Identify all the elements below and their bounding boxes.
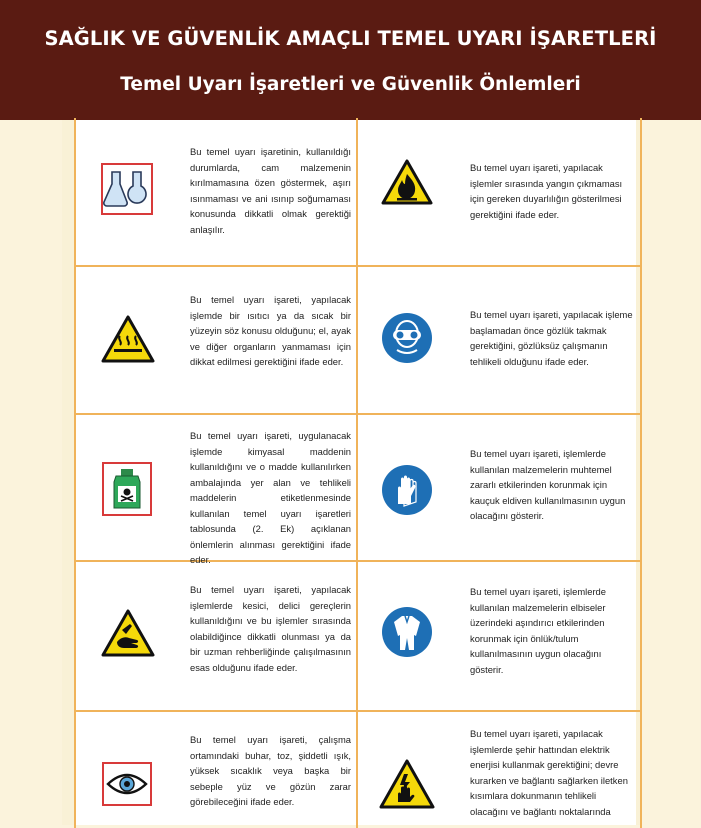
sign-description: Bu temel uyarı işareti, yapılacak işlemlerde şehir hattından elektrik enerjisi kullanmak gerektiğini; devre kurarken ve bağlantı sağlarken iletken kısımlara dokunmanın tehlikeli olacağını ve bağlantı noktalarında <box>470 728 628 817</box>
sign-description: Bu temel uyarı işareti, yapılacak işlemler sırasında yangın çıkmaması için gereken duyarlılığın gösterilmesi gerektiğini ifade eder. <box>470 162 623 220</box>
glassware-icon <box>100 162 154 221</box>
sign-description: Bu temel uyarı işareti, yapılacak işleme başlamadan önce gözlük takmak gerektiğini, gözlüksüz çalışmanın tehlikeli olduğunu ifade eder. <box>470 309 633 367</box>
sign-description: Bu temel uyarı işareti, yapılacak işlemde bir ısıtıcı ya da sıcak bir yüzeyin söz konusu olduğunu; el, ayak ve diğer organların yanmaması için dikkat edilmesi gerektiğini ifade eder. <box>190 294 351 367</box>
page-title: SAĞLIK VE GÜVENLİK AMAÇLI TEMEL UYARI İŞARETLERİ <box>44 27 657 50</box>
electric-hazard-icon <box>378 758 436 815</box>
header-banner <box>0 0 701 120</box>
page-subtitle: Temel Uyarı İşaretleri ve Güvenlik Önlemleri <box>120 74 581 95</box>
goggles-icon <box>381 312 433 369</box>
sign-description: Bu temel uyarı işareti, işlemlerde kullanılan malzemelerin elbiseler üzerindeki aşındırıcı etkilerinden korunmak için önlük/tulum kullanılmasının uygun olacağını gösterir. <box>470 586 606 675</box>
sign-description: Bu temel uyarı işareti, işlemlerde kullanılan malzemelerin muhtemel zararlı etkilerinden korunmak için kauçuk eldiven kullanılmasının uygun olacağını gösterir. <box>470 448 626 521</box>
eye-icon <box>102 762 152 811</box>
sign-description: Bu temel uyarı işaretinin, kullanıldığı durumlarda, cam malzemenin kırılmamasına özen göstermek, aşırı ısınmaması ve ani ısınıp soğumaması konusunda dikkatli olmak gerektiği anlaşılır. <box>190 146 351 235</box>
gloves-icon <box>381 464 433 521</box>
sharp-tool-hazard-icon <box>100 608 156 663</box>
sign-description: Bu temel uyarı işareti, yapılacak işlemlerde kesici, delici gereçlerin kullanıldığını ve bu işlemler sırasında olabildiğince dikkatli olunması ya da bir uzman rehberliğinde çalışılmasının esas olduğunu ifade eder. <box>190 584 351 673</box>
toxic-bottle-icon <box>102 462 152 521</box>
fire-hazard-icon <box>380 158 434 211</box>
document-page <box>62 120 642 825</box>
sign-description: Bu temel uyarı işareti, çalışma ortamındaki buhar, toz, şiddetli ışık, yüksek sıcaklık veya başka bir sebeple yüz ve gözün zarar görebileceğini ifade eder. <box>190 734 351 807</box>
protective-suit-icon <box>381 606 433 663</box>
hot-surface-icon <box>100 314 156 369</box>
sign-description: Bu temel uyarı işareti, uygulanacak işlemde kimyasal maddenin kullanıldığını ve o madde kullanılırken ambalajında yer alan ve tehlikeli maddelerin etiketlenmesinde kullanılan temel uyarı işaretleri tablosunda (2. Ek) açıklanan önlemlerin alınması gerektiğini ifade eder. <box>190 430 351 565</box>
